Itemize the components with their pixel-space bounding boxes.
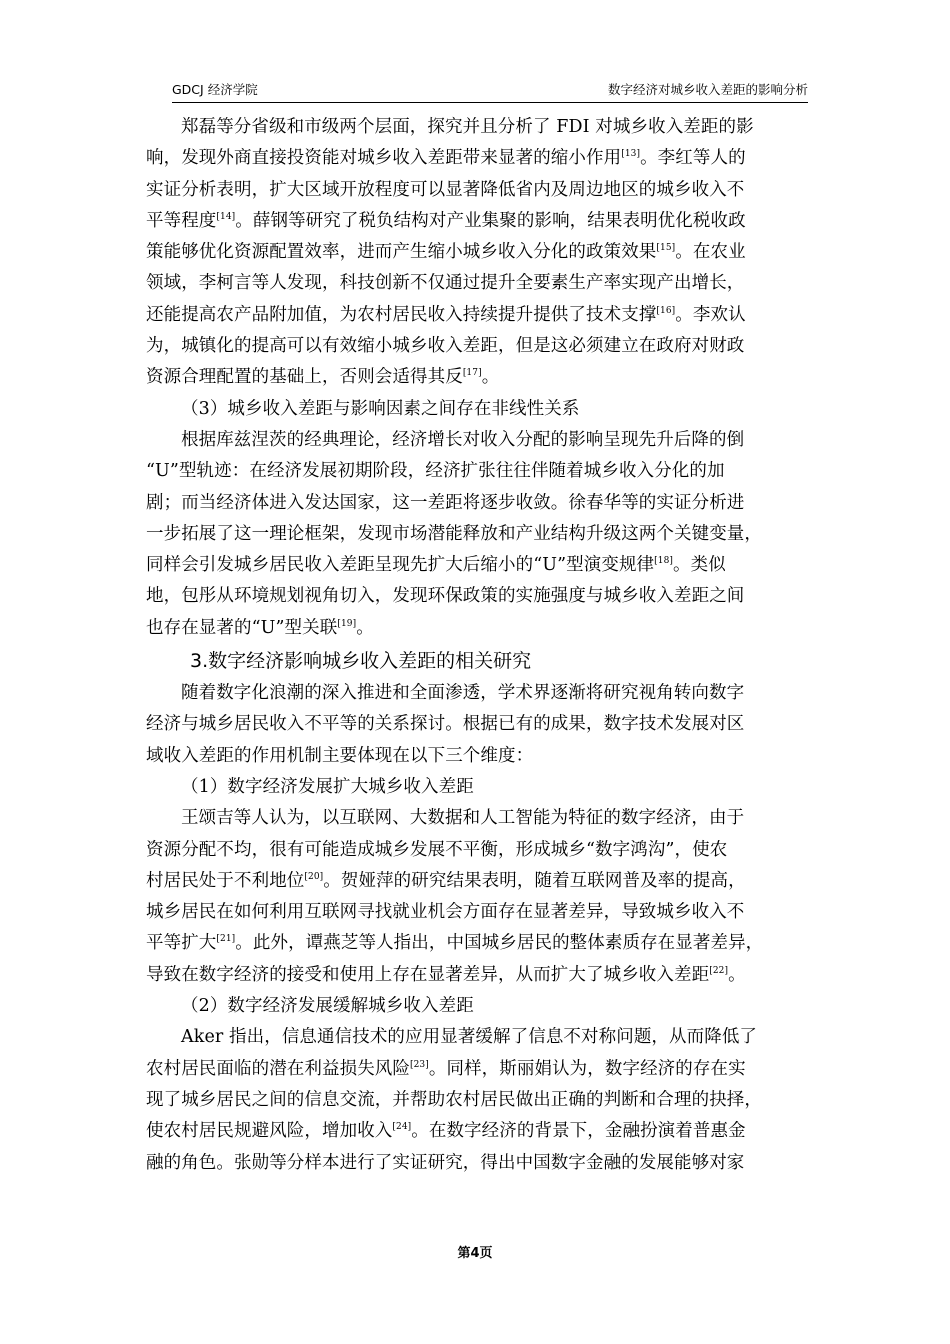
text-line: 随着数字化浪潮的深入推进和全面渗透，学术界逐渐将研究视角转向数字 (181, 683, 745, 704)
text-line: 使农村居民规避风险，增加收入[24]。在数字经济的背景下，金融扮演着普惠金 (146, 1121, 746, 1142)
text-line: 域收入差距的作用机制主要体现在以下三个维度： (146, 745, 534, 766)
section-heading (146, 644, 808, 678)
page-body (146, 112, 808, 1179)
text-line: （1）数字经济发展扩大城乡收入差距 (181, 776, 474, 797)
text-line: 同样会引发城乡居民收入差距呈现先扩大后缩小的“U”型演变规律[18]。类似 (146, 555, 726, 576)
paragraph (146, 425, 808, 644)
citation-ref: [19] (337, 618, 357, 629)
citation-ref: [24] (392, 1122, 412, 1133)
text-line: （2）数字经济发展缓解城乡收入差距 (181, 996, 474, 1017)
text-line: 策能够优化资源配置效率，进而产生缩小城乡收入分化的政策效果[15]。在农业 (146, 242, 746, 263)
paragraph (146, 1022, 808, 1178)
citation-ref: [13] (621, 149, 641, 160)
running-header (172, 78, 808, 103)
paragraph (146, 394, 808, 425)
citation-ref: [23] (410, 1059, 429, 1070)
text-line: 资源合理配置的基础上，否则会适得其反[17]。 (146, 367, 500, 388)
header-left: GDCJ 经济学院 (172, 82, 258, 97)
paragraph (146, 772, 808, 803)
text-line: 农村居民面临的潜在利益损失风险[23]。同样，斯丽娟认为，数字经济的存在实 (146, 1058, 746, 1079)
citation-ref: [17] (462, 368, 482, 379)
text-line: 还能提高农产品附加值，为农村居民收入持续提升提供了技术支撑[16]。李欢认 (146, 304, 746, 325)
text-line: 为，城镇化的提高可以有效缩小城乡收入差距，但是这必须建立在政府对财政 (146, 336, 745, 357)
text-line: 响，发现外商直接投资能对城乡收入差距带来显著的缩小作用[13]。李红等人的 (146, 148, 746, 169)
text-line: 王颂吉等人认为，以互联网、大数据和人工智能为特征的数字经济，由于 (181, 808, 745, 829)
citation-ref: [15] (656, 243, 676, 254)
paragraph (146, 678, 808, 772)
citation-ref: [21] (216, 934, 236, 945)
text-line: 一步拓展了这一理论框架，发现市场潜能释放和产业结构升级这两个关键变量， (146, 523, 762, 544)
text-line: 经济与城乡居民收入不平等的关系探讨。根据已有的成果，数字技术发展对区 (146, 714, 745, 735)
citation-ref: [22] (709, 965, 729, 976)
text-line: 现了城乡居民之间的信息交流，并帮助农村居民做出正确的判断和合理的抉择， (146, 1089, 762, 1110)
text-line: 也存在显著的“U”型关联[19]。 (146, 617, 374, 638)
paragraph (146, 112, 808, 394)
header-right: 数字经济对城乡收入差距的影响分析 (607, 82, 808, 97)
text-line: 地，包彤从环境规划视角切入，发现环保政策的实施强度与城乡收入差距之间 (146, 586, 745, 607)
page-number: 第4页 (457, 1246, 493, 1261)
citation-ref: [14] (216, 212, 236, 223)
text-line: （3）城乡收入差距与影响因素之间存在非线性关系 (181, 398, 580, 419)
text-line: 资源分配不均，很有可能造成城乡发展不平衡，形成城乡“数字鸿沟”，使农 (146, 839, 728, 860)
text-line: 3.数字经济影响城乡收入差距的相关研究 (190, 650, 532, 673)
text-line: “U”型轨迹：在经济发展初期阶段，经济扩张往往伴随着城乡收入分化的加 (146, 461, 725, 482)
paragraph (146, 991, 808, 1022)
text-line: 根据库兹涅茨的经典理论，经济增长对收入分配的影响呈现先升后降的倒 (181, 429, 745, 450)
text-line: 平等程度[14]。薛钢等研究了税负结构对产业集聚的影响，结果表明优化税收政 (146, 210, 746, 231)
text-line: Aker 指出，信息通信技术的应用显著缓解了信息不对称问题，从而降低了 (181, 1027, 758, 1048)
citation-ref: [18] (654, 556, 674, 567)
text-line: 实证分析表明，扩大区域开放程度可以显著降低省内及周边地区的城乡收入不 (146, 179, 745, 200)
citation-ref: [16] (656, 305, 676, 316)
text-line: 剧；而当经济体进入发达国家，这一差距将逐步收敛。徐春华等的实证分析进 (146, 492, 745, 513)
text-line: 郑磊等分省级和市级两个层面，探究并且分析了 FDI 对城乡收入差距的影 (181, 117, 754, 137)
text-line: 领域，李柯言等人发现，科技创新不仅通过提升全要素生产率实现产出增长， (146, 273, 745, 294)
text-line: 城乡居民在如何利用互联网寻找就业机会方面存在显著差异，导致城乡收入不 (146, 902, 745, 923)
text-line: 村居民处于不利地位[20]。贺娅萍的研究结果表明，随着互联网普及率的提高， (146, 870, 746, 891)
citation-ref: [20] (304, 872, 324, 882)
text-line: 导致在数字经济的接受和使用上存在显著差异，从而扩大了城乡收入差距[22]。 (146, 964, 746, 985)
paragraph (146, 803, 808, 991)
text-line: 平等扩大[21]。此外，谭燕芝等人指出，中国城乡居民的整体素质存在显著差异， (146, 933, 764, 954)
text-line: 融的角色。张勋等分样本进行了实证研究，得出中国数字金融的发展能够对家 (146, 1152, 745, 1173)
